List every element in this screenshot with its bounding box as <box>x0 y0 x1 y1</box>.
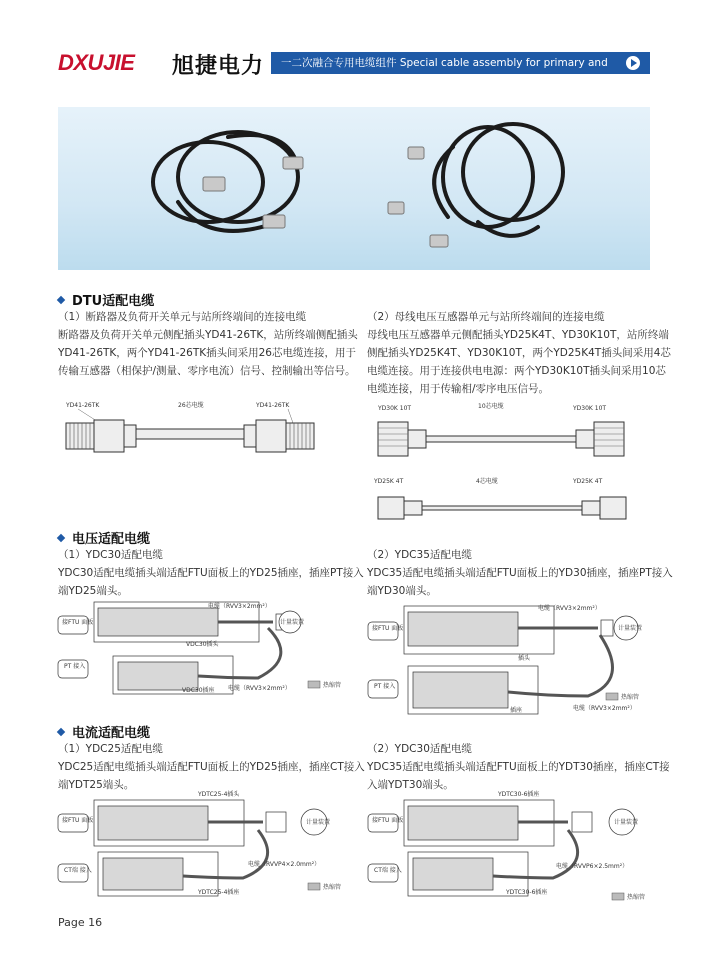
ftu-panel-label: 接FTU 面板 <box>62 817 94 824</box>
voltage-right-heading: （2）YDC35适配电缆 <box>367 549 472 561</box>
page-number: Page 16 <box>58 916 103 929</box>
voltage-right-line-1: YDC35适配电缆插头端适配FTU面板上的YD30插座，插座PT接入 <box>367 567 673 579</box>
diamond-bullet-icon <box>57 296 65 304</box>
voltage-left-text <box>58 546 364 600</box>
diag-label-right-plug: YD41-26TK <box>256 402 290 409</box>
current-left-heading: （1）YDC25适配电缆 <box>58 743 163 755</box>
voltage-right-line-2: 端YD30端头。 <box>367 585 437 597</box>
diag-label-cable: 26芯电缆 <box>178 402 204 409</box>
top-plug-label: YDTC25-4插头 <box>198 791 240 798</box>
diag-label-left-plug: YD30K 10T <box>378 405 412 412</box>
socket-label: VDC30插座 <box>182 687 215 694</box>
ct-label: CT端 接入 <box>374 867 402 874</box>
plug-label: VDC30插头 <box>186 641 219 648</box>
cable-bottom-label: 电缆（RVV3×2mm²） <box>228 685 291 692</box>
ftu-panel-label: 接FTU 面板 <box>372 625 404 632</box>
header-banner <box>271 52 650 91</box>
diagram-ydc25 <box>58 790 348 902</box>
dtu-right-line-3: 电缆连接。用于连接供电电源：两个YD30K10T插头间采用10芯 <box>367 365 666 377</box>
current-right-line-1: YDC35适配电缆插头端适配FTU面板上的YDT30插座，插座CT接 <box>367 761 670 773</box>
current-left-line-2: 端YDT25端头。 <box>58 779 135 791</box>
logo-latin-text: DXUJIE <box>58 50 135 75</box>
legend-heatshrink: 热缩管 <box>323 884 342 891</box>
diagram-ydc30-current <box>368 790 650 905</box>
plug-label: 插头 <box>518 655 531 662</box>
dtu-left-line-1: 断路器及负荷开关单元侧配插头YD41-26TK，站所终端侧配插头 <box>58 329 358 341</box>
cable-bottom-label: 电缆（RVV3×2mm²） <box>573 705 636 712</box>
cable-photo-illustration <box>58 107 650 270</box>
diamond-bullet-icon <box>57 728 65 736</box>
diag-label-cable: 4芯电缆 <box>476 478 498 485</box>
diag-label-cable: 10芯电缆 <box>478 403 504 410</box>
logo-chinese-text: 旭捷电力 <box>172 54 265 79</box>
dtu-left-line-2: YD41-26TK，两个YD41-26TK插头间采用26芯电缆连接，用于 <box>58 347 356 359</box>
diag-label-right-plug: YD25K 4T <box>573 478 603 485</box>
current-left-text <box>58 740 365 794</box>
voltage-left-heading: （1）YDC30适配电缆 <box>58 549 163 561</box>
legend-heatshrink: 热缩管 <box>323 682 342 689</box>
voltage-left-line-1: YDC30适配电缆插头端适配FTU面板上的YD25插座，插座PT接入 <box>58 567 364 579</box>
pt-label: PT 接入 <box>64 663 86 670</box>
socket-label: 插座 <box>510 707 523 714</box>
dtu-left-line-3: 传输互感器（相保护/测量、零序电流）信号、控制输出等信号。 <box>58 365 356 377</box>
meter-label: 计量装置 <box>618 625 643 632</box>
ftu-panel-label: 接FTU 面板 <box>372 817 404 824</box>
meter-label: 计量装置 <box>614 819 639 826</box>
ftu-panel-label: 接FTU 面板 <box>62 619 94 626</box>
dtu-right-text <box>367 308 671 398</box>
bottom-socket-label: YDTC30-6插座 <box>506 889 548 896</box>
cable-top-label: 电缆（RVV3×2mm²） <box>208 603 271 610</box>
diag-label-left-plug: YD25K 4T <box>374 478 404 485</box>
banner-text: 一二次融合专用电缆组件 Special cable assembly for primary and secondary fusion <box>281 57 608 91</box>
diagram-dtu-4core <box>368 475 648 525</box>
meter-label: 计量装置 <box>280 619 305 626</box>
pt-label: PT 接入 <box>374 683 396 690</box>
voltage-right-text <box>367 546 673 600</box>
meter-label: 计量装置 <box>306 819 331 826</box>
diag-label-left-plug: YD41-26TK <box>66 402 100 409</box>
diagram-dtu-26core <box>58 395 348 465</box>
cable-top-label: 电缆（RVV3×2mm²） <box>538 605 601 612</box>
diagram-dtu-10core <box>368 400 648 465</box>
dtu-left-heading: （1）断路器及负荷开关单元与站所终端间的连接电缆 <box>58 311 307 323</box>
section-title-voltage: 电压适配电缆 <box>58 528 150 547</box>
dtu-right-line-1: 母线电压互感器单元侧配插头YD25K4T、YD30K10T，站所终端 <box>367 329 669 341</box>
bottom-socket-label: YDTC25-4插座 <box>198 889 240 896</box>
section-title-current: 电流适配电缆 <box>58 722 150 741</box>
dtu-left-text <box>58 308 358 380</box>
current-right-text <box>367 740 670 794</box>
top-socket-label: YDTC30-6插座 <box>498 791 540 798</box>
dtu-right-line-4: 电缆连接，用于传输相/零序电压信号。 <box>367 383 550 395</box>
legend-heatshrink: 热缩管 <box>621 694 640 701</box>
cable-label: 电缆（RVVP6×2.5mm²） <box>556 863 629 870</box>
current-left-line-1: YDC25适配电缆插头端适配FTU面板上的YD25插座，插座CT接入 <box>58 761 365 773</box>
voltage-left-line-2: 端YD25端头。 <box>58 585 128 597</box>
diamond-bullet-icon <box>57 534 65 542</box>
diagram-ydc30 <box>58 598 348 698</box>
cable-label: 电缆（RVVP4×2.0mm²） <box>248 861 321 868</box>
dtu-right-line-2: 侧配插头YD25K4T、YD30K10T，两个YD25K4T插头间采用4芯 <box>367 347 671 359</box>
dtu-right-heading: （2）母线电压互感器单元与站所终端间的连接电缆 <box>367 311 605 323</box>
play-arrow-icon <box>626 56 640 70</box>
diagram-ydc35 <box>368 600 650 718</box>
section-title-dtu: DTU适配电缆 <box>58 290 154 309</box>
ct-label: CT端 接入 <box>64 867 92 874</box>
product-photo <box>58 107 650 270</box>
current-right-heading: （2）YDC30适配电缆 <box>367 743 472 755</box>
current-right-line-2: 入端YDT30端头。 <box>367 779 454 791</box>
legend-heatshrink: 热缩管 <box>627 894 646 901</box>
diag-label-right-plug: YD30K 10T <box>573 405 607 412</box>
